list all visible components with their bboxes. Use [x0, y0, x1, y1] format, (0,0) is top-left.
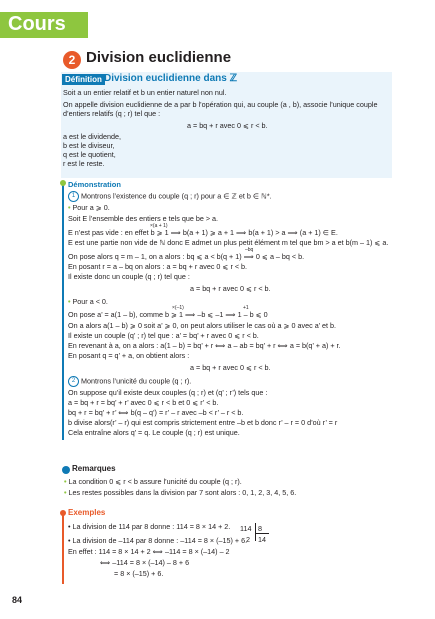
demonstration-marker-icon: [60, 180, 66, 186]
example-item: [68, 536, 247, 546]
demo-line: b divise alors(r’ – r) qui est compris strictement entre –b et b donc r’ – r = 0 d’où r’ = r: [68, 418, 338, 427]
remarks-icon: [62, 466, 70, 474]
unicity-text: Montrons l’unicité du couple (q ; r).: [81, 376, 192, 386]
example-text: La division de –114 par 8 donne : –114 = 8 × (–15) + 6.: [72, 536, 248, 545]
division-remainder: 2: [246, 535, 250, 544]
existence-text: Montrons l’existence du couple (q ; r) pour a ∈ ℤ et b ∈ ℕ*.: [81, 191, 272, 201]
bullet-icon: •: [68, 522, 73, 531]
bullet-icon: •: [64, 477, 69, 486]
bullet-icon: •: [68, 297, 73, 306]
examples-marker-icon: [60, 510, 66, 516]
demo-line: On suppose qu’il existe deux couples (q ; r) et (q’ ; r’) tels que :: [68, 388, 268, 397]
division-quotient: 14: [258, 535, 266, 544]
example-line: ⟺ –114 = 8 × (–14) – 8 + 6: [100, 558, 190, 567]
step-number: 2: [68, 376, 79, 387]
section-title: Division euclidienne: [86, 49, 232, 66]
definition-heading: Division euclidienne dans ℤ: [104, 73, 238, 84]
demo-line: On a alors a(1 – b) ⩾ 0 soit a’ ⩾ 0, on peut alors utiliser le cas où a ⩾ 0 avec a’ et b.: [68, 321, 337, 330]
demo-line: En posant q = q’ + a, on obtient alors :: [68, 351, 190, 360]
definition-line: Soit a un entier relatif et b un entier naturel non nul.: [63, 88, 227, 97]
demo-line: Il existe donc un couple (q ; r) tel que :: [68, 272, 190, 281]
unicity-heading: [68, 376, 191, 387]
division-dividend: 114: [240, 524, 252, 533]
case2: [68, 297, 108, 307]
case1-text: Pour a ⩾ 0.: [72, 203, 110, 212]
demo-line: En posant r = a – bq on alors : a = bq + r avec 0 ⩽ r < b.: [68, 262, 248, 271]
section-number: 2: [63, 51, 81, 69]
overscript: +1: [243, 305, 249, 311]
bullet-icon: •: [64, 488, 69, 497]
division-bar-horizontal: [255, 533, 269, 534]
definition-box: [61, 72, 392, 178]
remark-text: La condition 0 ⩽ r < b assure l’unicité du couple (q ; r).: [68, 477, 242, 486]
bullet-icon: •: [68, 536, 73, 545]
demo-line: Il existe un couple (q’ ; r) tel que : a’ = bq’ + r avec 0 ⩽ r < b.: [68, 331, 259, 340]
case2-text: Pour a < 0.: [72, 297, 108, 306]
examples-rule: [62, 514, 64, 584]
definition-line: On appelle division euclidienne de a par b l’opération qui, au couple (a , b), associe l’unique couple: [63, 100, 378, 109]
example-line: En effet : 114 = 8 × 14 + 2 ⟺ –114 = 8 × (–14) – 2: [68, 547, 230, 556]
example-item: [68, 522, 230, 532]
definition-line: q est le quotient,: [63, 150, 116, 159]
division-bar-vertical: [255, 523, 256, 541]
definition-formula: a = bq + r avec 0 ⩽ r < b.: [187, 121, 268, 130]
demo-formula: a = bq + r avec 0 ⩽ r < b.: [190, 284, 271, 293]
remarks-label: Remarques: [72, 464, 116, 473]
demo-line: E n’est pas vide : en effet b ⩾ 1 ⟹ b(a + 1) ⩾ a + 1 ⟹ b(a + 1) > a ⟹ (a + 1) ∈ E.: [68, 228, 338, 237]
demo-line: En revenant à a, on a alors : a(1 – b) = bq’ + r ⟺ a – ab = bq’ + r ⟺ a = b(q’ + a) + r.: [68, 341, 341, 350]
demo-line: On pose alors q = m – 1, on a alors : bq ⩽ a < b(q + 1) ⟹ 0 ⩽ a – bq < b.: [68, 252, 305, 261]
demonstration-rule: [62, 182, 64, 440]
overscript: –bq: [245, 247, 254, 253]
overscript: ×(a + 1): [150, 223, 168, 229]
remark-text: Les restes possibles dans la division par 7 sont alors : 0, 1, 2, 3, 4, 5, 6.: [68, 488, 297, 497]
demo-line: bq + r = bq’ + r’ ⟺ b(q – q’) = r’ – r avec –b < r’ – r < b.: [68, 408, 244, 417]
definition-line: d’entiers relatifs (q ; r) tel que :: [63, 109, 161, 118]
chapter-banner: [0, 12, 88, 38]
example-line: = 8 × (–15) + 6.: [114, 569, 164, 578]
demo-line: E est une partie non vide de ℕ donc E admet un plus petit élément m tel que bm > a et b(m – 1) ⩽ a.: [68, 238, 389, 247]
division-divisor: 8: [258, 524, 262, 533]
demo-line: Cela entraîne alors q’ = q. Le couple (q ; r) est unique.: [68, 428, 240, 437]
examples-label: Exemples: [68, 508, 106, 517]
overscript: ×(–1): [172, 305, 184, 311]
definition-line: b est le diviseur,: [63, 141, 115, 150]
definition-line: r est le reste.: [63, 159, 105, 168]
page-number: 84: [12, 595, 23, 605]
banner-title: Cours: [8, 13, 66, 35]
demonstration-label: Démonstration: [68, 180, 121, 189]
demo-line: Soit E l’ensemble des entiers e tels que be > a.: [68, 214, 219, 223]
existence-heading: [68, 191, 272, 202]
demo-line: On pose a’ = a(1 – b), comme b ⩾ 1 ⟹ –b ⩽ –1 ⟹ 1 – b ⩽ 0: [68, 310, 268, 319]
bullet-icon: •: [68, 203, 73, 212]
example-text: La division de 114 par 8 donne : 114 = 8 × 14 + 2.: [72, 522, 231, 531]
remark-item: [64, 488, 296, 498]
demo-line: a = bq + r = bq’ + r’ avec 0 ⩽ r < b et 0 ⩽ r’ < b.: [68, 398, 219, 407]
definition-tag: Définition: [62, 74, 105, 85]
case1: [68, 203, 110, 213]
demo-formula: a = bq + r avec 0 ⩽ r < b.: [190, 363, 271, 372]
definition-line: a est le dividende,: [63, 132, 121, 141]
step-number: 1: [68, 191, 79, 202]
remark-item: [64, 477, 242, 487]
